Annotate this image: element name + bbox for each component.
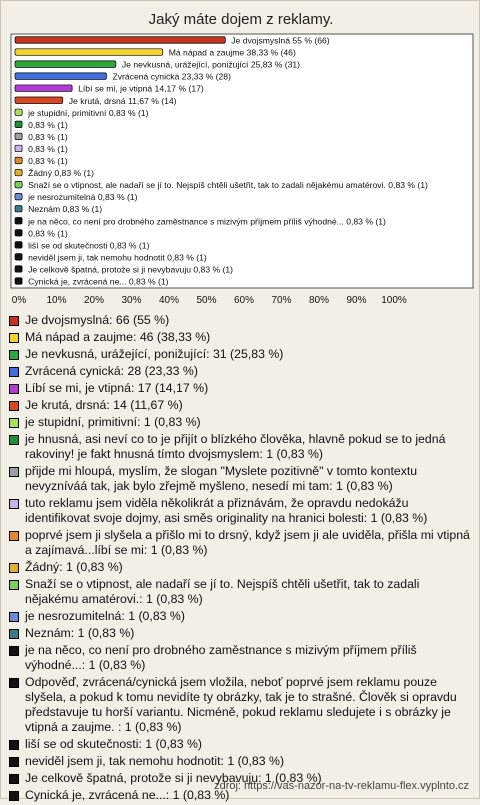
bar [15,181,22,188]
legend-swatch [9,629,19,639]
bar-label: Je krutá, drsná 11,67 % (14) [68,95,177,106]
bar [15,157,22,164]
legend-swatch [9,418,19,428]
legend-label: Je dvojsmyslná: 66 (55 %) [25,313,170,327]
legend-swatch [9,384,19,394]
bar [15,193,22,200]
legend-label: Snaží se o vtipnost, ale nadaří se jí to. Nejspíš chtěli ušetřit, tak to zadali nějakému amatérovi.: 1 (0,83 %) [25,577,420,606]
bar-label: 0,83 % (1) [28,119,68,130]
legend-item [9,560,473,575]
legend-item [9,643,473,673]
source-text[interactable]: zdroj: https://vas-nazor-na-tv-reklamu-flex.vyplnto.cz [214,780,469,792]
bar-label: 0,83 % (1) [28,228,68,239]
legend-swatch [9,791,19,801]
legend-swatch [9,401,19,411]
legend-swatch [9,499,19,509]
bar-label: je stupidní, primitivní 0,83 % (1) [28,107,149,118]
bar-chart [1,1,480,311]
bar-label: Neznám 0,83 % (1) [28,204,103,215]
bar [15,49,163,56]
legend-item [9,737,473,752]
legend-label: je stupidní, primitivní: 1 (0,83 %) [25,415,201,429]
legend-item [9,381,473,396]
legend-item [9,330,473,345]
bar [15,242,22,249]
legend-label: Líbí se mi, je vtipná: 17 (14,17 %) [25,381,209,395]
x-tick-label: 60% [233,295,255,306]
bar [15,97,63,104]
legend-item [9,754,473,769]
legend-label: tuto reklamu jsem viděla několikrát a přiznávám, že opravdu nedokážu identifikovat svoje dojmy, asi směs originality na hranici bolesti: 1 (0,83 %) [25,496,428,525]
bar [15,266,22,273]
legend-swatch [9,333,19,343]
bar-label: je na něco, co není pro drobného zaměstnance s mizivým příjmem příliš výhodné... 0,83 % (1) [28,216,386,227]
legend-item [9,675,473,735]
legend-swatch [9,580,19,590]
legend-item [9,609,473,624]
bar-label: Má nápad a zaujme 38,33 % (46) [168,47,296,58]
bar-label: Líbí se mi, je vtipná 14,17 % (17) [78,83,204,94]
bar [15,109,22,116]
x-tick-label: 70% [271,295,292,306]
legend-swatch [9,646,19,656]
bar [15,205,22,212]
legend-label: Neznám: 1 (0,83 %) [25,626,135,640]
legend-label: poprvé jsem ji slyšela a přišlo mi to drsný, když jsem ji ale uviděla, přišla mi vtipná a zajímavá...líbí se mi: 1 (0,83 %) [25,528,470,557]
legend-swatch [9,467,19,477]
x-tick-label: 10% [46,295,67,306]
x-tick-label: 0% [11,295,27,306]
legend-label: Je celkově špatná, protože si ji nevybavuju: 1 (0,83 %) [25,771,322,785]
legend-label: přijde mi hloupá, myslím, že slogan "Myslete pozitivně" v tomto kontextu nevyzníváá tak, jak bylo zřejmě myšleno, nesedí mi tam: 1 (0,83 %) [25,464,418,493]
bar [15,73,106,80]
legend-swatch [9,531,19,541]
legend-swatch [9,612,19,622]
legend-label: je na něco, co není pro drobného zaměstnance s mizivým příjmem příliš výhodné...: 1 (0,83 %) [25,643,417,672]
legend-label: Žádný: 1 (0,83 %) [25,560,123,574]
legend-label: Je krutá, drsná: 14 (11,67 %) [25,398,183,412]
bar-label: Cynická je, zvrácená ne... 0,83 % (1) [28,276,169,287]
legend-item [9,528,473,558]
legend-item [9,347,473,362]
legend-swatch [9,740,19,750]
legend-swatch [9,563,19,573]
legend-item [9,496,473,526]
bar-label: liší se od skutečnosti 0,83 % (1) [28,240,150,251]
legend-item [9,626,473,641]
bar [15,278,22,285]
legend-swatch [9,678,19,688]
legend-swatch [9,435,19,445]
bar-label: Je celkově špatná, protože si ji nevybavuju 0,83 % (1) [28,264,234,275]
legend [9,313,473,805]
legend-swatch [9,316,19,326]
bar [15,61,116,68]
legend-label: Má nápad a zaujme: 46 (38,33 %) [25,330,211,344]
legend-label: Odpověď, zvrácená/cynická jsem vložila, neboť poprvé jsem reklamu pouze slyšela, a pokud k tomu nevidíte ty obrázky, tak je to strašné. Člověk si opravdu představuje tu horší variantu. Nicméně, pokud reklamu sledujete i s obrázky je vtipná a zaujme. : 1 (0,83 %) [25,675,457,734]
x-tick-label: 30% [121,295,142,306]
legend-label: liší se od skutečnosti: 1 (0,83 %) [25,737,203,751]
bar-label: Je dvojsmyslná 55 % (66) [231,35,330,46]
bar [15,85,72,92]
legend-label: neviděl jsem ji, tak nemohu hodnotit: 1 (0,83 %) [25,754,285,768]
bar [15,218,22,225]
bar [15,169,22,176]
bar-label: 0,83 % (1) [28,156,68,166]
legend-item [9,464,473,494]
bar-label: 0,83 % (1) [28,143,68,154]
legend-swatch [9,774,19,784]
legend-swatch [9,757,19,767]
bar [15,133,22,140]
legend-label: je hnusná, asi neví co to je přijít o blízkého člověka, hlavně pokud se to jedná rakoviny! je fakt hnusná tímto dvojsmyslem: 1 (0,83 %) [25,432,446,461]
legend-item [9,577,473,607]
bar-label: neviděl jsem ji, tak nemohu hodnotit 0,83 % (1) [28,252,207,263]
bar-label: Snaží se o vtipnost, ale nadaří se jí to. Nejspíš chtěli ušetřit, tak to zadali nějakému amatérovi. 0,83 % (1) [28,180,428,191]
legend-label: Zvrácená cynická: 28 (23,33 %) [25,364,198,378]
x-tick-label: 50% [196,295,217,306]
legend-label: Je nevkusná, urážející, ponižující: 31 (25,83 %) [25,347,284,361]
x-tick-label: 100% [381,295,407,306]
legend-item [9,432,473,462]
legend-label: Cynická je, zvrácená ne...: 1 (0,83 %) [25,788,230,802]
bar-label: Žádný 0,83 % (1) [28,168,95,179]
bar-label: Je nevkusná, urážející, ponižující 25,83 % (31) [121,59,301,70]
bar [15,254,22,261]
legend-item [9,415,473,430]
bar [15,230,22,237]
bar [15,145,22,152]
legend-swatch [9,367,19,377]
bar-label: Zvrácená cynická 23,33 % (28) [112,71,231,82]
x-tick-label: 20% [83,295,105,306]
bar [15,37,225,44]
legend-item [9,398,473,413]
x-tick-label: 90% [346,295,367,306]
legend-item [9,313,473,328]
legend-item [9,364,473,379]
bar [15,121,22,128]
legend-label: je nesrozumitelná: 1 (0,83 %) [25,609,185,623]
bar-label: 0,83 % (1) [28,131,68,142]
x-tick-label: 80% [308,295,330,306]
bar-label: je nesrozumitelná 0,83 % (1) [28,192,138,203]
chart-title: Jaký máte dojem z reklamy. [148,11,334,28]
x-tick-label: 40% [158,295,180,306]
legend-swatch [9,350,19,360]
